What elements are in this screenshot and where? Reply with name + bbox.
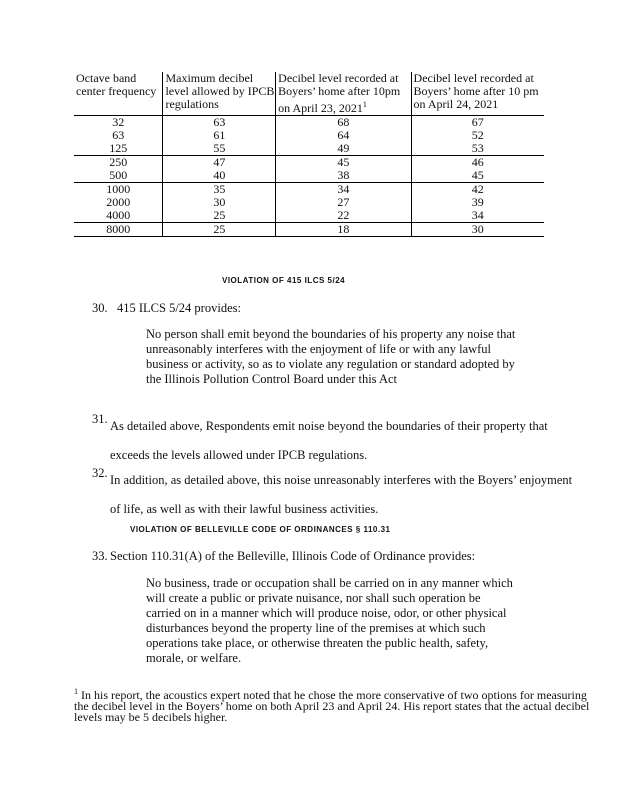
header-frequency: Octave band center frequency [74,72,163,116]
table-cell: 35 [163,183,276,197]
para-30-text: 415 ILCS 5/24 provides: [117,301,241,315]
table-cell: 47 [163,156,276,170]
table-cell: 39 [411,196,544,209]
table-cell: 25 [163,209,276,223]
table-cell: 1000 [74,183,163,197]
header-max-allowed: Maximum decibel level allowed by IPCB regulations [163,72,276,116]
table-cell: 22 [276,209,411,223]
table-row [74,169,544,183]
para-32-number: 32. [92,466,108,480]
table-cell: 46 [411,156,544,170]
table-body [74,116,544,237]
table-cell: 40 [163,169,276,183]
header-april-24: Decibel level recorded at Boyers’ home after 10 pm on April 24, 2021 [411,72,544,116]
section-heading-ilcs: VIOLATION OF 415 ILCS 5/24 [222,276,346,285]
table-cell: 45 [276,156,411,170]
table-cell: 34 [276,183,411,197]
table-cell: 25 [163,223,276,237]
decibel-table [74,72,544,237]
quote-belleville: No business, trade or occupation shall be carried on in any manner which will create a public or private nuisance, nor shall such operation be carried on in a manner which will produce noise, odor, or other physical disturbances beyond the property line of the premises at which such operations take place, or otherwise threaten the public health, safety, morale, or welfare. [146,576,513,665]
table-cell: 125 [109,141,128,155]
table-row [74,142,544,156]
table-cell: 52 [411,129,544,142]
table-cell: 18 [276,223,411,237]
header-april-23 [276,72,411,116]
table-cell: 4000 [106,208,131,222]
table-cell: 32 [112,115,125,129]
table-row [74,223,544,237]
para-32-text: In addition, as detailed above, this noise unreasonably interferes with the Boyers’ enjoyment of life, as well as with their lawful business activities. [110,473,573,516]
table-row [74,209,544,223]
para-33-number: 33. [92,549,108,563]
table-header-row [74,72,544,116]
table-cell: 30 [163,196,276,209]
table-cell: 53 [411,142,544,156]
quote-ilcs: No person shall emit beyond the boundaries of his property any noise that unreasonably interferes with the enjoyment of life or with any lawful business or activity, so as to violate any regulation or standard adopted by the Illinois Pollution Control Board under this Act [146,327,516,386]
table-cell: 38 [276,169,411,183]
table-cell: 45 [411,169,544,183]
footnote-ref: 1 [362,100,367,109]
table-cell: 64 [276,129,411,142]
table-cell: 63 [112,128,125,142]
table-cell: 55 [163,142,276,156]
table-row [74,183,544,197]
header-april-23-text: Decibel level recorded at Boyers’ home after 10pm on April 23, 2021 [278,71,401,115]
table-cell: 49 [276,142,411,156]
table-cell: 250 [74,156,163,170]
table-row [74,116,544,130]
table-row [74,156,544,170]
table-cell: 500 [109,168,128,182]
table-cell: 68 [276,116,411,130]
table-cell: 42 [411,183,544,197]
table-cell: 30 [411,223,544,237]
footnote-mark: 1 [74,687,78,696]
table-cell: 8000 [74,223,163,237]
table-cell: 67 [411,116,544,130]
table-cell: 34 [411,209,544,223]
para-33-text: Section 110.31(A) of the Belleville, Illinois Code of Ordinance provides: [110,549,476,563]
footnote [74,686,594,723]
footnote-text: In his report, the acoustics expert noted that he chose the more conservative of two options for measuring the decibel level in the Boyers’ home on both April 23 and April 24. His report states that the actual decibel levels may be 5 decibels higher. [74,688,590,724]
table-cell: 61 [163,129,276,142]
section-heading-belleville: VIOLATION OF BELLEVILLE CODE OF ORDINANCES § 110.31 [130,525,391,534]
para-31-number: 31. [92,412,108,426]
table-cell: 63 [163,116,276,130]
table-cell: 27 [276,196,411,209]
para-31-text: As detailed above, Respondents emit noise beyond the boundaries of their property that exceeds the levels allowed under IPCB regulations. [110,419,548,462]
para-30-number: 30. [92,301,108,315]
table-cell: 2000 [106,195,131,209]
